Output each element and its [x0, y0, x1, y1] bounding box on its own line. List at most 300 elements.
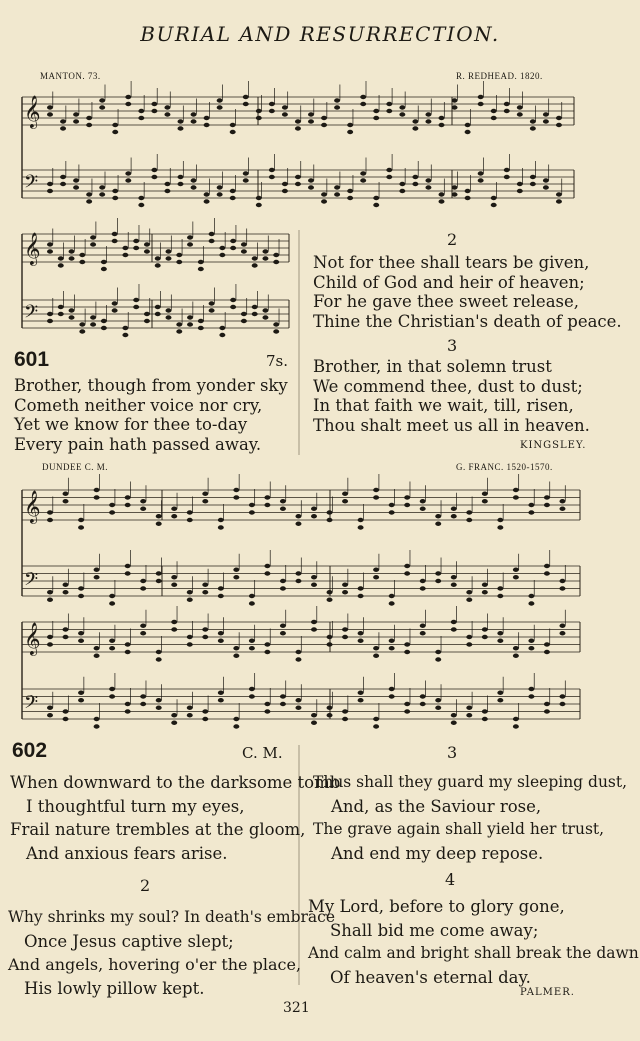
note-head [209, 308, 215, 312]
note-head [140, 499, 146, 503]
composer-redhead: R. REDHEAD. 1820. [456, 71, 543, 81]
note-head [156, 522, 162, 526]
note-head [517, 189, 523, 193]
note-head [63, 499, 69, 503]
note-head [482, 635, 488, 639]
note-head [191, 185, 197, 189]
note-head [452, 105, 458, 109]
note-head [198, 319, 204, 323]
note-head [504, 109, 510, 113]
note-head [358, 639, 364, 643]
note-head [256, 109, 262, 113]
note-head [156, 579, 162, 583]
stanza-number: 2 [140, 876, 151, 895]
verse-line: Why shrinks my soul? In death's embrace [8, 908, 336, 926]
note-head [133, 239, 139, 243]
stanza-2 [8, 906, 336, 1000]
note-head [321, 116, 327, 120]
note-head [282, 105, 288, 109]
note-head [543, 185, 549, 189]
note-head [528, 510, 534, 514]
note-head [386, 109, 392, 113]
note-head [47, 642, 53, 646]
note-head [556, 192, 562, 196]
note-head [140, 702, 146, 706]
note-head [280, 631, 286, 635]
note-head [334, 192, 340, 196]
note-head [122, 246, 128, 250]
note-head [94, 575, 100, 579]
treble-clef: 𝄞 [24, 95, 41, 128]
note-head [465, 196, 471, 200]
note-head [138, 116, 144, 120]
bass-clef: 𝄢 [24, 569, 39, 595]
note-head [491, 116, 497, 120]
note-head [94, 717, 100, 721]
treble-clef: 𝄞 [24, 622, 41, 655]
note-head [334, 185, 340, 189]
note-head [112, 189, 118, 193]
note-head [321, 199, 327, 203]
note-head [218, 698, 224, 702]
note-head [90, 235, 96, 239]
note-head [69, 308, 75, 312]
note-head [230, 196, 236, 200]
note-head [125, 495, 131, 499]
note-head [513, 488, 519, 492]
note-head [109, 687, 115, 691]
note-head [342, 709, 348, 713]
note-head [466, 642, 472, 646]
note-head [86, 199, 92, 203]
verse-line: Brother, in that solemn trust [313, 357, 552, 376]
note-head [262, 315, 268, 319]
note-head [530, 182, 536, 186]
note-head [164, 182, 170, 186]
note-head [513, 724, 519, 728]
note-head [63, 583, 69, 587]
note-head [204, 192, 210, 196]
note-head [243, 171, 249, 175]
note-head [358, 631, 364, 635]
note-head [164, 112, 170, 116]
note-head [269, 109, 275, 113]
note-head [125, 702, 131, 706]
note-head [295, 175, 301, 179]
note-head [230, 189, 236, 193]
note-head [94, 488, 100, 492]
note-head [465, 130, 471, 134]
verse-line: The grave again shall yield her trust, [313, 820, 605, 838]
note-head [156, 514, 162, 518]
note-head [156, 706, 162, 710]
note-head [243, 95, 249, 99]
note-head [327, 518, 333, 522]
note-head [559, 507, 565, 511]
note-head [171, 583, 177, 587]
note-head [321, 192, 327, 196]
hymn-number: 601 [14, 348, 50, 371]
note-head [73, 185, 79, 189]
note-head [47, 635, 53, 639]
note-head [94, 654, 100, 658]
note-head [544, 642, 550, 646]
note-head [122, 326, 128, 330]
verse-line: I thoughtful turn my eyes, [26, 796, 245, 816]
note-head [530, 175, 536, 179]
note-head [466, 510, 472, 514]
note-head [140, 624, 146, 628]
note-head [556, 199, 562, 203]
verse-line: Thine the Christian's death of peace. [313, 311, 622, 331]
note-head [513, 575, 519, 579]
note-head [60, 119, 66, 123]
note-head [451, 575, 457, 579]
note-head [466, 590, 472, 594]
note-head [311, 507, 317, 511]
note-head [198, 326, 204, 330]
note-head [73, 112, 79, 116]
note-head [282, 112, 288, 116]
note-head [155, 256, 161, 260]
note-head [451, 620, 457, 624]
note-head [233, 646, 239, 650]
note-head [425, 119, 431, 123]
note-head [262, 308, 268, 312]
note-head [133, 298, 139, 302]
note-head [58, 312, 64, 316]
note-head [256, 116, 262, 120]
note-head [465, 189, 471, 193]
note-head [187, 642, 193, 646]
stanza-1 [14, 376, 288, 454]
note-head [140, 579, 146, 583]
note-head [47, 249, 53, 253]
note-head [280, 586, 286, 590]
note-head [280, 579, 286, 583]
note-head [478, 95, 484, 99]
note-head [282, 189, 288, 193]
bass-clef: 𝄢 [24, 172, 39, 197]
note-head [155, 263, 161, 267]
note-head [528, 687, 534, 691]
note-head [528, 694, 534, 698]
stanza-number: 3 [447, 743, 458, 762]
note-head [517, 112, 523, 116]
note-head [466, 598, 472, 602]
note-head [166, 249, 172, 253]
note-head [125, 171, 131, 175]
note-head [140, 631, 146, 635]
note-head [544, 571, 550, 575]
note-head [60, 126, 66, 130]
note-head [420, 586, 426, 590]
note-head [373, 568, 379, 572]
note-head [327, 598, 333, 602]
note-head [241, 249, 247, 253]
note-head [530, 119, 536, 123]
note-head [249, 503, 255, 507]
note-head [138, 203, 144, 207]
verse-line: We commend thee, dust to dust; [313, 376, 583, 396]
note-head [373, 116, 379, 120]
note-head [497, 594, 503, 598]
note-head [249, 510, 255, 514]
note-head [273, 253, 279, 257]
note-head [178, 182, 184, 186]
note-head [412, 119, 418, 123]
note-head [435, 522, 441, 526]
note-head [280, 702, 286, 706]
bass-clef: 𝄢 [24, 692, 39, 718]
note-head [373, 646, 379, 650]
note-head [342, 590, 348, 594]
note-head [202, 590, 208, 594]
note-head [342, 635, 348, 639]
note-head [404, 571, 410, 575]
note-head [262, 256, 268, 260]
note-head [513, 568, 519, 572]
note-head [497, 518, 503, 522]
note-head [63, 627, 69, 631]
note-head [164, 189, 170, 193]
note-head [122, 253, 128, 257]
note-head [435, 571, 441, 575]
note-head [63, 709, 69, 713]
note-head [295, 522, 301, 526]
note-head [241, 312, 247, 316]
note-head [308, 178, 314, 182]
note-head [399, 182, 405, 186]
note-head [191, 119, 197, 123]
note-head [273, 329, 279, 333]
note-head [101, 326, 107, 330]
note-head [451, 721, 457, 725]
note-head [249, 594, 255, 598]
verse-line: Thou shalt meet us all in heaven. [313, 415, 590, 435]
note-head [101, 319, 107, 323]
note-head [78, 691, 84, 695]
note-head [125, 642, 131, 646]
note-head [412, 182, 418, 186]
note-head [94, 724, 100, 728]
note-head [311, 721, 317, 725]
note-head [280, 499, 286, 503]
note-head [125, 178, 131, 182]
note-head [517, 105, 523, 109]
note-head [482, 717, 488, 721]
note-head [559, 694, 565, 698]
note-head [140, 507, 146, 511]
note-head [230, 130, 236, 134]
note-head [233, 717, 239, 721]
note-head [209, 301, 215, 305]
note-head [425, 178, 431, 182]
note-head [241, 242, 247, 246]
note-head [249, 687, 255, 691]
note-head [187, 315, 193, 319]
note-head [373, 488, 379, 492]
note-head [252, 263, 258, 267]
note-head [386, 175, 392, 179]
note-head [347, 123, 353, 127]
note-head [155, 305, 161, 309]
note-head [425, 185, 431, 189]
verse-line: Not for thee shall tears be given, [313, 253, 590, 272]
note-head [176, 322, 182, 326]
composer-franc: G. FRANC. 1520-1570. [456, 462, 553, 472]
note-head [79, 329, 85, 333]
note-head [230, 246, 236, 250]
note-head [249, 646, 255, 650]
note-head [112, 130, 118, 134]
note-head [295, 650, 301, 654]
note-head [204, 116, 210, 120]
note-head [451, 514, 457, 518]
note-head [412, 175, 418, 179]
note-head [47, 189, 53, 193]
note-head [478, 171, 484, 175]
note-head [218, 586, 224, 590]
verse-line: My Lord, before to glory gone, [308, 897, 565, 916]
note-head [125, 95, 131, 99]
note-head [451, 507, 457, 511]
note-head [256, 203, 262, 207]
note-head [360, 95, 366, 99]
note-head [466, 635, 472, 639]
note-head [404, 503, 410, 507]
note-head [295, 579, 301, 583]
note-head [420, 624, 426, 628]
note-head [219, 333, 225, 337]
note-head [327, 706, 333, 710]
note-head [358, 691, 364, 695]
note-head [101, 260, 107, 264]
note-head [420, 702, 426, 706]
note-head [264, 642, 270, 646]
note-head [497, 631, 503, 635]
note-head [389, 503, 395, 507]
note-head [166, 256, 172, 260]
note-head [420, 694, 426, 698]
note-head [334, 98, 340, 102]
note-head [478, 102, 484, 106]
note-head [528, 646, 534, 650]
note-head [389, 694, 395, 698]
note-head [187, 635, 193, 639]
note-head [269, 168, 275, 172]
note-head [109, 594, 115, 598]
note-head [125, 709, 131, 713]
note-head [219, 246, 225, 250]
note-head [63, 590, 69, 594]
note-head [78, 639, 84, 643]
note-head [209, 239, 215, 243]
note-head [109, 694, 115, 698]
note-head [63, 492, 69, 496]
page-header: BURIAL AND RESURRECTION. [140, 22, 500, 46]
note-head [404, 564, 410, 568]
stanza-2 [313, 253, 622, 331]
note-head [295, 119, 301, 123]
note-head [360, 171, 366, 175]
note-head [218, 594, 224, 598]
note-head [360, 102, 366, 106]
note-head [556, 116, 562, 120]
note-head [79, 260, 85, 264]
note-head [311, 713, 317, 717]
note-head [269, 102, 275, 106]
note-head [125, 571, 131, 575]
note-head [78, 525, 84, 529]
note-head [435, 706, 441, 710]
note-head [125, 503, 131, 507]
note-head [171, 575, 177, 579]
note-head [451, 627, 457, 631]
note-head [69, 315, 75, 319]
note-head [311, 627, 317, 631]
note-head [358, 594, 364, 598]
treble-clef: 𝄞 [24, 490, 41, 523]
note-head [73, 119, 79, 123]
note-head [358, 698, 364, 702]
note-head [295, 706, 301, 710]
note-head [99, 105, 105, 109]
note-head [282, 182, 288, 186]
note-head [504, 102, 510, 106]
note-head [482, 627, 488, 631]
note-head [140, 586, 146, 590]
note-head [47, 590, 53, 594]
note-head [280, 507, 286, 511]
note-head [420, 499, 426, 503]
note-head [241, 319, 247, 323]
note-head [311, 620, 317, 624]
note-head [178, 119, 184, 123]
note-head [230, 123, 236, 127]
note-head [202, 492, 208, 496]
note-head [451, 713, 457, 717]
note-head [202, 717, 208, 721]
note-head [112, 196, 118, 200]
stanza-number: 4 [445, 870, 456, 889]
note-head [99, 185, 105, 189]
note-head [198, 260, 204, 264]
note-head [166, 315, 172, 319]
note-head [156, 657, 162, 661]
tune-name-manton: MANTON. 73. [40, 71, 101, 81]
note-head [262, 249, 268, 253]
bass-clef: 𝄢 [24, 302, 39, 327]
note-head [373, 495, 379, 499]
note-head [204, 199, 210, 203]
note-head [58, 256, 64, 260]
note-head [63, 635, 69, 639]
note-head [90, 315, 96, 319]
note-head [373, 654, 379, 658]
note-head [171, 627, 177, 631]
note-head [166, 308, 172, 312]
note-head [264, 564, 270, 568]
note-head [187, 242, 193, 246]
note-head [99, 192, 105, 196]
note-head [295, 126, 301, 130]
verse-line: Thus shall they guard my sleeping dust, [313, 773, 628, 791]
note-head [327, 510, 333, 514]
note-head [79, 253, 85, 257]
note-head [164, 105, 170, 109]
note-head [125, 650, 131, 654]
